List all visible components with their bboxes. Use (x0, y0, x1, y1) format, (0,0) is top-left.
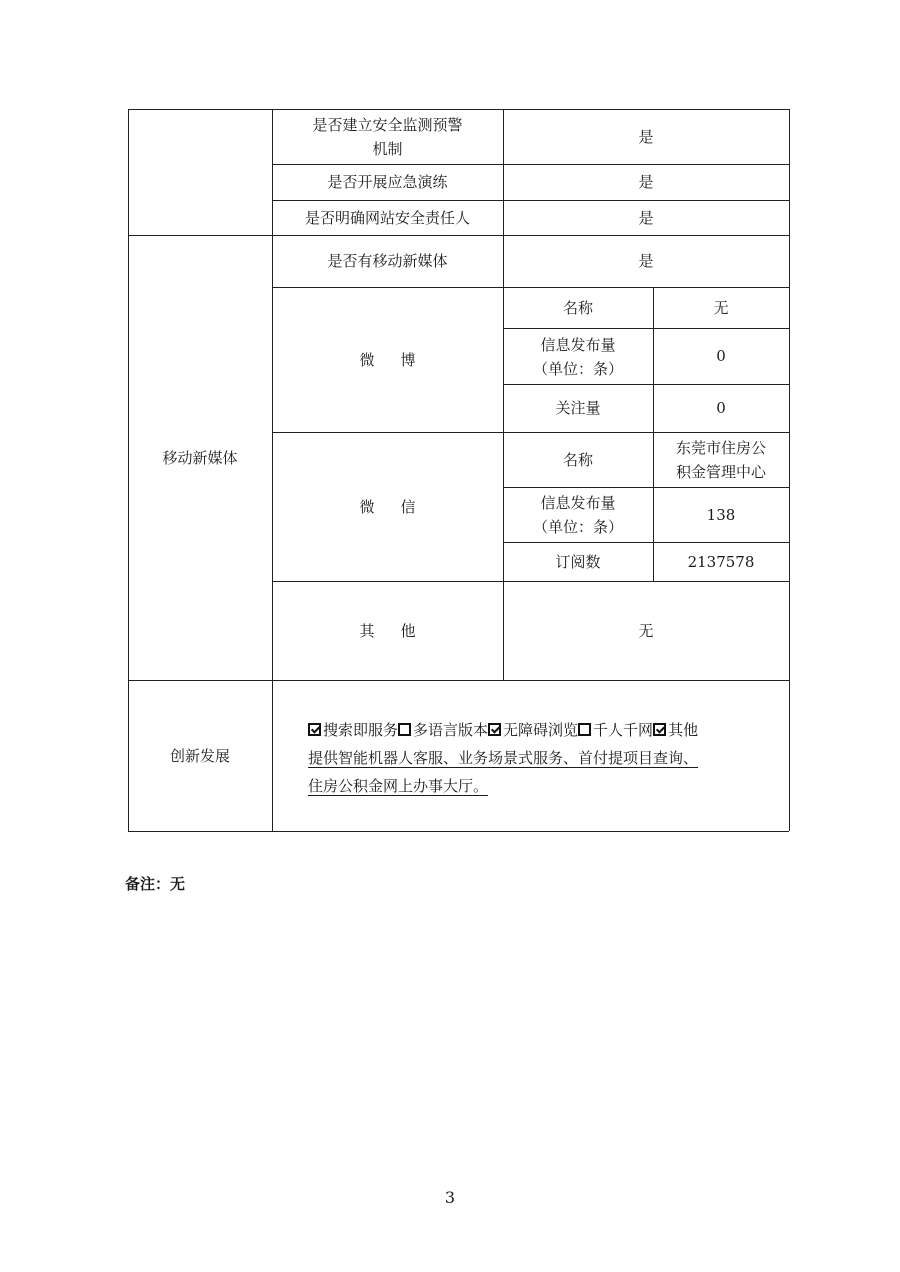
wechat-name-label: 名称 (562, 450, 593, 469)
security-monitoring-value: 是 (638, 127, 654, 146)
option-label: 多语言版本 (413, 721, 489, 739)
wechat-subscribe-label: 订阅数 (555, 552, 601, 571)
remarks-note: 备注：无 (125, 875, 186, 893)
wechat-publish-value: 138 (706, 505, 736, 524)
option-label: 千人千网 (593, 721, 654, 739)
page-number: 3 (444, 1188, 456, 1207)
security-owner-label: 是否明确网站安全责任人 (304, 208, 470, 227)
option-label: 无障碍浏览 (503, 721, 579, 739)
other-innovation-line1: 提供智能机器人客服、业务场景式服务、首付提项目查询、 (308, 749, 699, 767)
wechat-publish-label: 信息发布量 （单位：条） (532, 494, 623, 536)
weibo-name-label: 名称 (562, 298, 593, 317)
checkbox-unchecked-icon[interactable] (578, 723, 591, 736)
innovation-options (308, 716, 788, 744)
wechat-label (272, 432, 503, 581)
other-label (272, 581, 503, 680)
weibo-label (272, 287, 503, 432)
other-value: 无 (638, 621, 654, 640)
weibo-publish-value: 0 (716, 347, 726, 365)
wechat-subscribe-value: 2137578 (687, 552, 755, 571)
media-section-label: 移动新媒体 (162, 448, 238, 467)
innovation-content (308, 716, 788, 800)
table-border-bottom (128, 831, 789, 832)
weibo-publish-label: 信息发布量 （单位：条） (532, 336, 623, 378)
other-innovation-line2: 住房公积金网上办事大厅。 (308, 777, 489, 795)
wechat-label-text: 微信 (359, 497, 442, 516)
weibo-label-text: 微博 (359, 350, 442, 369)
checkbox-unchecked-icon[interactable] (398, 723, 411, 736)
weibo-name-value: 无 (713, 298, 729, 317)
weibo-follow-value: 0 (716, 399, 726, 417)
security-owner-value: 是 (638, 208, 654, 227)
emergency-drill-value: 是 (638, 173, 654, 191)
checkbox-checked-icon[interactable] (488, 723, 501, 736)
weibo-follow-label: 关注量 (555, 399, 601, 417)
checkbox-checked-icon[interactable] (308, 723, 321, 736)
wechat-name-value: 东莞市住房公 积金管理中心 (675, 439, 766, 481)
option-label: 其他 (668, 721, 699, 739)
emergency-drill-label: 是否开展应急演练 (327, 173, 448, 191)
table-border-right (789, 109, 790, 831)
security-monitoring-label: 是否建立安全监测预警 机制 (312, 116, 463, 158)
innovation-section-label: 创新发展 (169, 746, 230, 765)
has-media-value: 是 (638, 252, 654, 270)
checkbox-checked-icon[interactable] (653, 723, 666, 736)
has-media-label: 是否有移动新媒体 (327, 252, 448, 270)
option-label: 搜索即服务 (323, 721, 399, 739)
other-label-text: 其他 (359, 621, 442, 640)
